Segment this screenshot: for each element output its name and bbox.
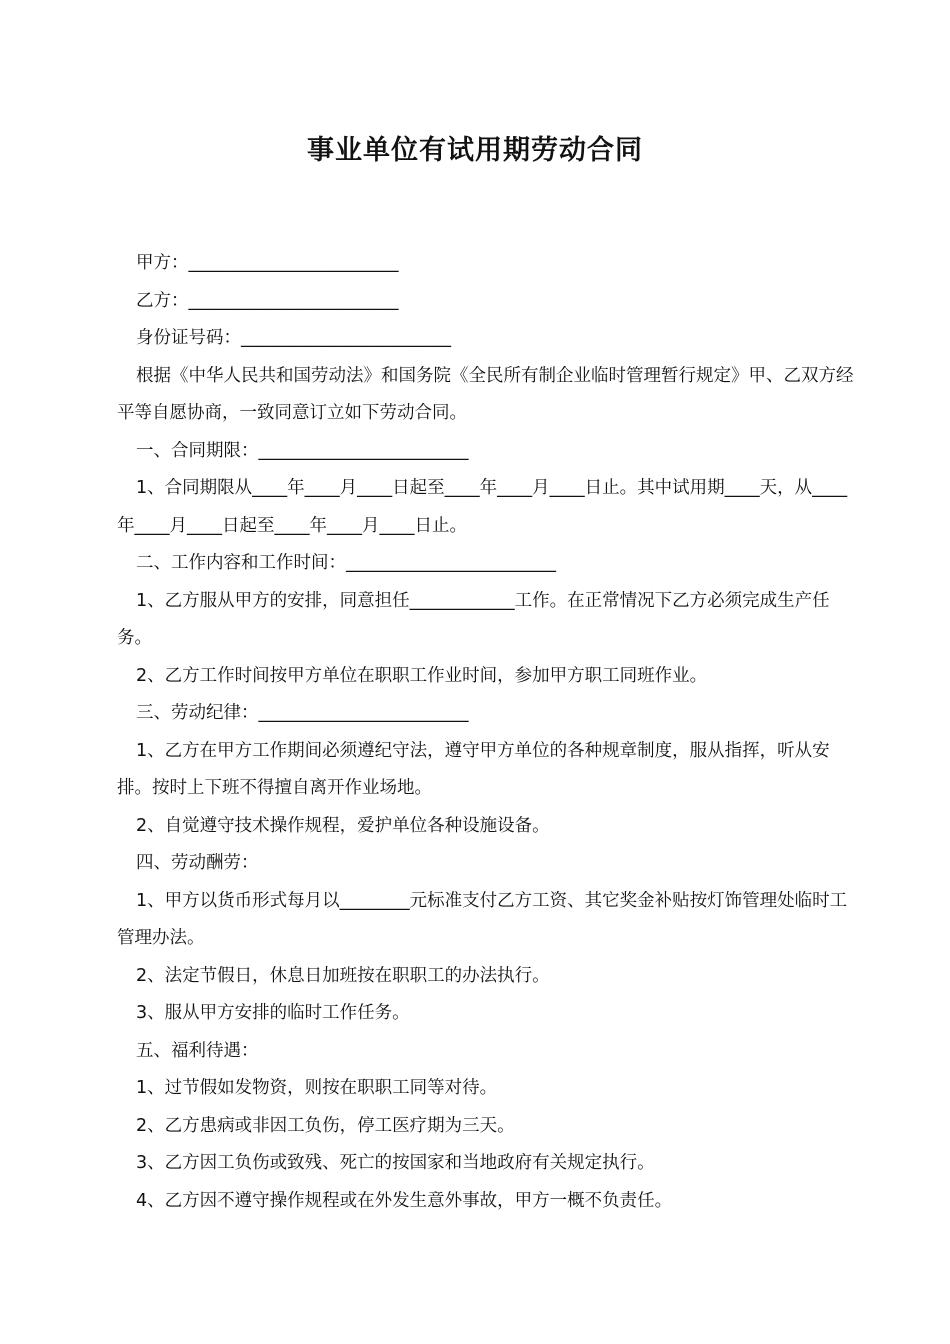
section-heading-remuneration: 四、劳动酬劳： (136, 853, 259, 873)
document-title: 事业单位有试用期劳动合同 (307, 135, 643, 166)
party-b-line: 乙方：________________________ (136, 290, 399, 311)
work-content-clause-2: 2、乙方工作时间按甲方单位在职职工作业时间，参加甲方职工同班作业。 (136, 665, 708, 686)
section-heading-contract-term: 一、合同期限：________________________ (136, 440, 469, 461)
discipline-clause-1: 1、乙方在甲方工作期间必须遵纪守法，遵守甲方单位的各种规章制度，服从指挥，听从安排。按时上下班不得擅自离开作业场地。 (117, 740, 830, 798)
work-content-clause-1: 1、乙方服从甲方的安排，同意担任____________工作。在正常情况下乙方必须完成生产任务。 (117, 590, 830, 648)
benefits-clause-1: 1、过节假如发物资，则按在职职工同等对待。 (136, 1078, 498, 1098)
discipline-clause-2: 2、自觉遵守技术操作规程，爱护单位各种设施设备。 (136, 815, 550, 836)
section-heading-discipline: 三、劳动纪律：________________________ (136, 703, 469, 723)
remuneration-clause-3: 3、服从甲方安排的临时工作任务。 (136, 1003, 410, 1023)
section-heading-work-content: 二、工作内容和工作时间：________________________ (136, 553, 556, 573)
party-a-line: 甲方：________________________ (136, 253, 399, 273)
benefits-clause-3: 3、乙方因工负伤或致残、死亡的按国家和当地政府有关规定执行。 (136, 1153, 655, 1173)
preamble-paragraph: 根据《中华人民共和国劳动法》和国务院《全民所有制企业临时管理暂行规定》甲、乙双方经平等自愿协商，一致同意订立如下劳动合同。 (117, 365, 854, 423)
remuneration-clause-2: 2、法定节假日，休息日加班按在职职工的办法执行。 (136, 965, 550, 986)
id-number-line: 身份证号码：________________________ (136, 328, 451, 348)
document-body (117, 245, 857, 1220)
contract-term-clause-1: 1、合同期限从____年____月____日起至____年____月____日止。其中试用期____天，从____年____月____日起至____年____月____日止。 (117, 478, 848, 536)
remuneration-clause-1: 1、甲方以货币形式每月以________元标准支付乙方工资、其它奖金补贴按灯饰管理处临时工管理办法。 (117, 890, 848, 948)
benefits-clause-2: 2、乙方患病或非因工负伤，停工医疗期为三天。 (136, 1115, 515, 1136)
benefits-clause-4: 4、乙方因不遵守操作规程或在外发生意外事故，甲方一概不负责任。 (136, 1190, 673, 1211)
section-heading-benefits: 五、福利待遇： (136, 1040, 259, 1061)
